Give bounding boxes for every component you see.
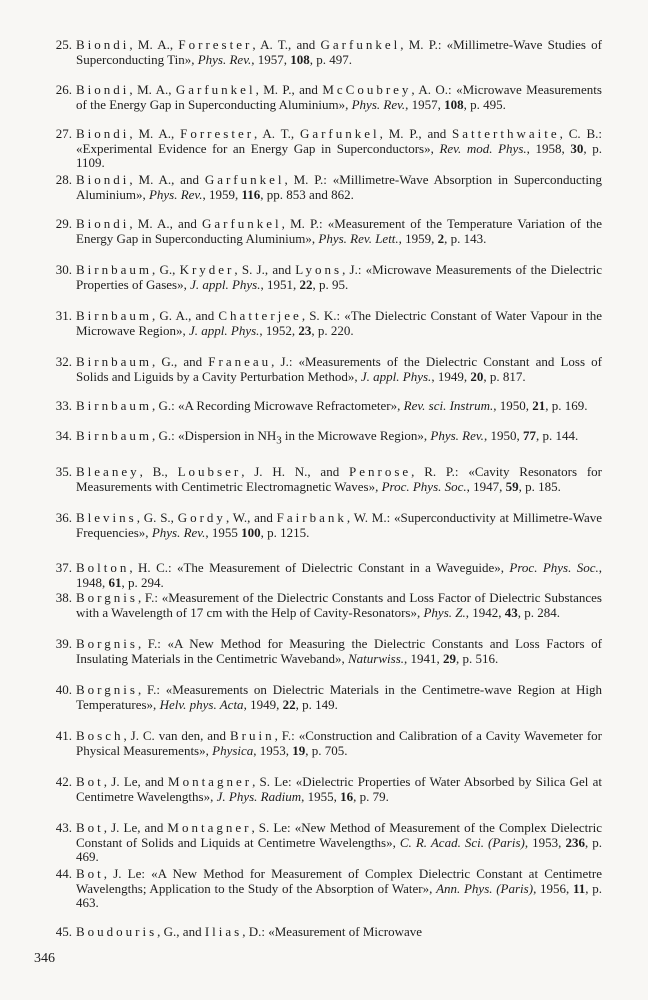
author-name: Bot [76, 866, 104, 881]
author-name: Fairbank [276, 510, 347, 525]
reference-fragment: , S. J., and [234, 262, 296, 277]
reference-number: 32. [55, 354, 72, 369]
reference-fragment: , D.: «Measurement of Microwave [242, 924, 423, 939]
author-name: Gordy [177, 510, 226, 525]
reference-fragment: , p. 463. [76, 880, 603, 911]
author-name: Montagner [168, 774, 253, 789]
reference-fragment: in the Microwave Region», [281, 428, 431, 443]
reference-entry [20, 683, 602, 712]
volume-number: 20 [470, 368, 484, 384]
reference-text [76, 821, 602, 865]
page-number: 346 [34, 951, 55, 966]
reference-fragment: , G. A., and [152, 308, 219, 323]
reference-entry [20, 637, 602, 666]
reference-fragment: , F.: «Construction and Calibration of a Cavity Wavemeter for Physical Measurements», [76, 728, 602, 758]
reference-entry [20, 429, 602, 448]
author-name: Garfunkel [201, 216, 282, 231]
reference-number: 37. [55, 560, 72, 575]
author-name: Ilias [204, 924, 243, 939]
reference-fragment: , S. K.: «The Dielectric Constant of Water Vapour in the Microwave Region», [76, 308, 602, 338]
reference-fragment: , G.: «Dispersion in NH [152, 428, 277, 443]
reference-text [76, 429, 602, 448]
volume-number: 23 [298, 322, 312, 338]
reference-fragment: , A. T., [254, 126, 300, 141]
volume-number: 16 [340, 788, 354, 804]
author-name: Montagner [167, 820, 252, 835]
reference-text [76, 775, 602, 804]
reference-fragment: , G., and [152, 354, 209, 369]
volume-number: 22 [299, 276, 313, 292]
author-name: Birnbaum [76, 428, 152, 443]
author-name: Boudouris [76, 924, 158, 939]
volume-number: 11 [573, 880, 586, 896]
journal-title: Rev. sci. Instrum. [403, 398, 494, 413]
journal-title: J. Phys. Radium [216, 788, 302, 804]
volume-number: 22 [282, 696, 296, 712]
reference-text [76, 127, 602, 171]
reference-entry [20, 867, 602, 911]
author-name: Franeau [208, 354, 272, 369]
volume-number: 236 [565, 834, 585, 850]
author-name: Forrester [178, 37, 253, 52]
volume-number: 61 [108, 574, 122, 590]
reference-number: 38. [55, 590, 72, 605]
reference-fragment: , p. 495. [463, 96, 506, 112]
reference-number: 25. [55, 37, 72, 52]
reference-number: 45. [55, 924, 72, 939]
journal-title: Naturwiss. [348, 650, 405, 666]
reference-number: 34. [55, 428, 72, 443]
journal-title: J. appl. Phys. [190, 276, 261, 292]
reference-text [76, 217, 602, 246]
reference-text [76, 38, 602, 67]
author-name: Penrose [348, 464, 412, 479]
reference-fragment: , 1957, [251, 51, 291, 67]
reference-fragment: , 1949, [431, 368, 471, 384]
volume-number: 43 [504, 604, 518, 620]
journal-title: Phys. Rev. Lett. [318, 230, 399, 246]
reference-fragment: , J.: «Measurements of the Dielectric Constant and Loss of Solids and Liguids by a Cavity Perturbation Method», [76, 354, 602, 384]
reference-entry [20, 263, 602, 292]
reference-fragment: , p. 95. [312, 276, 349, 292]
author-name: Kryder [179, 262, 235, 277]
reference-fragment: , G., [152, 262, 180, 277]
reference-fragment: , B., [139, 464, 178, 479]
author-name: Birnbaum [76, 262, 152, 277]
journal-title: Physica [212, 742, 254, 758]
reference-entry [20, 38, 602, 67]
reference-fragment: , 1958, [526, 140, 571, 156]
volume-number: 30 [570, 140, 584, 156]
reference-fragment: , R. P.: «Cavity Resonators for Measurements with Centimetric Electromagnetic Waves», [76, 464, 602, 494]
journal-title: Phys. Rev. [351, 96, 406, 112]
reference-fragment: , 1948, [76, 560, 603, 590]
reference-fragment: , W., and [225, 510, 277, 525]
reference-text [76, 399, 602, 414]
reference-entry [20, 729, 602, 758]
reference-fragment: , 1956, [533, 880, 573, 896]
author-name: Bruin [229, 728, 275, 743]
volume-number: 77 [522, 428, 536, 443]
reference-fragment: , M. P.: «Millimetre-Wave Absorption in Superconducting Aluminium», [76, 172, 603, 202]
reference-number: 28. [55, 172, 72, 187]
reference-text [76, 591, 602, 620]
reference-text [76, 867, 602, 911]
reference-fragment: , S. Le: «New Method of Measurement of the Complex Dielectric Constant of Solids and Liquids at Centimetre Wavelengths», [76, 820, 602, 850]
reference-fragment: , p. 144. [535, 428, 579, 443]
reference-fragment: , S. Le: «Dielectric Properties of Water Absorbed by Silica Gel at Centimetre Wavelengths», [76, 774, 602, 804]
journal-title: Helv. phys. Acta [159, 696, 244, 712]
reference-number: 39. [55, 636, 72, 651]
reference-fragment: , 1955 [205, 524, 242, 540]
reference-fragment: , p. 185. [518, 478, 561, 494]
journal-title: J. appl. Phys. [360, 368, 432, 384]
reference-fragment: , C. B.: «Experimental Evidence for an Energy Gap in Superconductors», [76, 126, 602, 156]
journal-title: J. appl. Phys. [189, 322, 260, 338]
author-name: Blevins [76, 510, 137, 525]
reference-fragment: , M. A., and [129, 216, 202, 231]
reference-fragment: , pp. 853 and 862. [260, 186, 354, 202]
reference-fragment: , M. P., and [255, 82, 323, 97]
reference-text [76, 309, 602, 338]
journal-title: Ann. Phys. (Paris) [436, 880, 534, 896]
reference-text [76, 465, 602, 494]
reference-fragment: , 1947, [466, 478, 506, 494]
volume-number: 108 [444, 96, 464, 112]
author-name: Bleaney [76, 464, 140, 479]
reference-fragment: , 1953, [253, 742, 293, 758]
reference-fragment: , 1959, [202, 186, 242, 202]
author-name: Biondi [76, 37, 130, 52]
reference-entry [20, 127, 602, 171]
author-name: Bot [76, 820, 104, 835]
reference-fragment: , J. Le, and [103, 820, 168, 835]
reference-number: 42. [55, 774, 72, 789]
reference-number: 44. [55, 866, 72, 881]
author-name: Biondi [76, 126, 130, 141]
volume-number: 21 [532, 398, 546, 413]
author-name: Bosch [76, 728, 124, 743]
author-name: Biondi [76, 216, 130, 231]
journal-title: Phys. Z. [423, 604, 466, 620]
reference-fragment: , 1950, [483, 428, 523, 443]
volume-number: 2 [437, 230, 445, 246]
reference-entry [20, 511, 602, 540]
author-name: Birnbaum [76, 308, 152, 323]
reference-text [76, 637, 602, 666]
author-name: Chatterjee [218, 308, 302, 323]
reference-fragment: , 1949, [243, 696, 283, 712]
reference-fragment: , 1951, [260, 276, 300, 292]
reference-fragment: , A. T., and [252, 37, 321, 52]
reference-text [76, 173, 602, 202]
reference-fragment: , F.: «A New Method for Measuring the Dielectric Constants and Loss Factors of Insulating Materials in the Centimetric Waveband», [76, 636, 602, 666]
volume-number: 100 [241, 524, 261, 540]
reference-entry [20, 591, 602, 620]
volume-number: 59 [505, 478, 519, 494]
volume-number: 29 [443, 650, 457, 666]
reference-text [76, 729, 602, 758]
author-name: Borgnis [76, 590, 138, 605]
reference-number: 35. [55, 464, 72, 479]
journal-title: Proc. Phys. Soc. [381, 478, 467, 494]
reference-fragment: , 1959, [398, 230, 438, 246]
reference-number: 41. [55, 728, 72, 743]
reference-entry [20, 217, 602, 246]
reference-number: 31. [55, 308, 72, 323]
journal-title: C. R. Acad. Sci. (Paris) [399, 834, 525, 850]
reference-number: 33. [55, 398, 72, 413]
reference-fragment: , G.: «A Recording Microwave Refractometer», [152, 398, 404, 413]
reference-entry [20, 925, 602, 940]
reference-fragment: , 1953, [524, 834, 566, 850]
reference-text [76, 355, 602, 384]
reference-fragment: , p. 1215. [260, 524, 310, 540]
reference-fragment: , M. P.: «Measurement of the Temperature Variation of the Energy Gap in Superconducting Aluminium», [76, 216, 602, 246]
reference-entry [20, 561, 602, 590]
reference-fragment: , J.: «Microwave Measurements of the Dielectric Properties of Gases», [76, 262, 602, 292]
author-name: Lyons [295, 262, 343, 277]
reference-fragment: , H. C.: «The Measurement of Dielectric Constant in a Waveguide», [129, 560, 510, 575]
reference-fragment: , p. 169. [545, 398, 588, 413]
reference-fragment: , J. Le: «A New Method for Measurement of Complex Dielectric Constant at Centimetre Wavelengths; Application to the Study of the Absorption of Water», [76, 866, 602, 896]
reference-fragment: , p. 469. [76, 834, 603, 865]
author-name: Garfunkel [175, 82, 256, 97]
author-name: Bolton [76, 560, 130, 575]
author-name: Garfunkel [320, 37, 401, 52]
reference-text [76, 561, 602, 590]
reference-entry [20, 775, 602, 804]
reference-fragment: , W. M.: «Superconductivity at Millimetre-Wave Frequencies», [76, 510, 602, 540]
author-name: Satterthwaite [452, 126, 560, 141]
reference-fragment: , 1952, [259, 322, 299, 338]
author-name: Birnbaum [76, 354, 152, 369]
author-name: Borgnis [76, 636, 138, 651]
reference-number: 30. [55, 262, 72, 277]
journal-title: Phys. Rev. [151, 524, 206, 540]
reference-fragment: , M. A., and [129, 172, 205, 187]
reference-number: 43. [55, 820, 72, 835]
reference-fragment: , p. 79. [353, 788, 389, 804]
reference-entry [20, 309, 602, 338]
reference-fragment: , 1950, [493, 398, 533, 413]
reference-fragment: , J. C. van den, and [123, 728, 230, 743]
reference-entry [20, 821, 602, 865]
reference-fragment: , 1955, [301, 788, 341, 804]
reference-fragment: , G., and [157, 924, 205, 939]
reference-fragment: , p. 149. [295, 696, 338, 712]
subscript: 3 [276, 434, 282, 447]
journal-title: Phys. Rev. [148, 186, 203, 202]
reference-fragment: , p. 284. [517, 604, 560, 620]
reference-fragment: , p. 705. [305, 742, 348, 758]
reference-number: 26. [55, 82, 72, 97]
author-name: Birnbaum [76, 398, 152, 413]
reference-text [76, 511, 602, 540]
reference-fragment: , 1942, [465, 604, 505, 620]
reference-fragment: , p. 497. [309, 51, 353, 67]
author-name: Biondi [76, 172, 130, 187]
reference-number: 36. [55, 510, 72, 525]
reference-entry [20, 355, 602, 384]
reference-fragment: , p. 220. [311, 322, 354, 338]
reference-fragment: , p. 516. [456, 650, 499, 666]
journal-title: Phys. Rev. [197, 51, 252, 67]
reference-number: 40. [55, 682, 72, 697]
reference-fragment: , M. P., and [379, 126, 453, 141]
journal-title: Proc. Phys. Soc. [509, 560, 599, 575]
reference-fragment: , G. S., [136, 510, 178, 525]
reference-fragment: , J. Le, and [103, 774, 169, 789]
volume-number: 108 [290, 51, 310, 67]
reference-entry [20, 173, 602, 202]
reference-entry [20, 399, 602, 414]
volume-number: 116 [241, 186, 261, 202]
reference-number: 29. [55, 216, 72, 231]
reference-text [76, 925, 602, 940]
reference-fragment: , M. P.: «Millimetre-Wave Studies of Superconducting Tin», [76, 37, 602, 67]
author-name: Biondi [76, 82, 130, 97]
author-name: McCoubrey [322, 82, 412, 97]
journal-title: Rev. mod. Phys. [439, 140, 527, 156]
reference-fragment: , F.: «Measurement of the Dielectric Constants and Loss Factor of Dielectric Substances with a Wavelength of 17 cm with the Help of Cavity-Resonators», [76, 590, 602, 620]
reference-fragment: , M. A., [129, 82, 176, 97]
reference-fragment: , p. 294. [121, 574, 164, 590]
journal-title: Phys. Rev. [430, 428, 484, 443]
author-name: Loubser [177, 464, 242, 479]
reference-entry [20, 83, 602, 112]
reference-fragment: , A. O.: «Microwave Measurements of the Energy Gap in Superconducting Aluminium», [76, 82, 602, 112]
reference-fragment: , 1957, [405, 96, 445, 112]
reference-fragment: , p. 817. [483, 368, 526, 384]
author-name: Bot [76, 774, 104, 789]
reference-text [76, 83, 602, 112]
reference-number: 27. [55, 126, 72, 141]
volume-number: 19 [292, 742, 306, 758]
reference-text [76, 263, 602, 292]
reference-fragment: , 1941, [404, 650, 444, 666]
reference-fragment: , J. H. N., and [241, 464, 349, 479]
reference-text [76, 683, 602, 712]
reference-fragment: , M. A., [129, 37, 179, 52]
reference-fragment: , M. A., [129, 126, 181, 141]
reference-entry [20, 465, 602, 494]
author-name: Garfunkel [299, 126, 380, 141]
author-name: Forrester [180, 126, 255, 141]
author-name: Garfunkel [204, 172, 285, 187]
reference-fragment: , F.: «Measurements on Dielectric Materials in the Centimetre-wave Region at High Temperatures», [76, 682, 602, 712]
reference-fragment: , p. 143. [444, 230, 487, 246]
reference-fragment: , p. 1109. [76, 140, 603, 171]
author-name: Borgnis [76, 682, 138, 697]
